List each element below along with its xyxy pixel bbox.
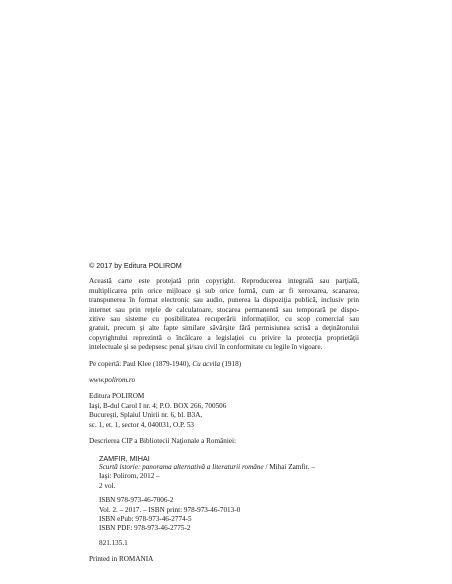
rights-line: internet sau prin reţele de calculatoare, stocarea permanentă sau temporară pe dispo- (89, 305, 359, 314)
publisher-name: Editura POLIROM (89, 392, 145, 401)
cip-volumes: 2 vol. (99, 481, 116, 490)
cip-isbn: ISBN 978-973-46-7006-2 (99, 496, 174, 505)
rights-paragraph (89, 277, 359, 352)
rights-line: intelectuale şi se pedepsesc penal şi/sau civil în conformitate cu legile în vigoare. (89, 343, 323, 352)
rights-line: gratuit, precum şi alte fapte similare săvârşite fără permisiunea scrisă a deţinătorului (89, 324, 359, 333)
cover-credit-prefix: Pe copertă: Paul Klee (1879-1940), (89, 359, 193, 368)
cip-isbn: Vol. 2. – 2017. – ISBN print: 978-973-46-7013-0 (99, 505, 241, 514)
cover-credit (89, 360, 359, 369)
rights-line: copyrightului reprezintă o încălcare a legislaţiei cu privire la protecţia proprietăţii (89, 333, 359, 342)
publisher-address-line: sc. 1, et. 1, sector 4, 040031, O.P. 53 (89, 420, 195, 429)
cover-artwork-title: Cu acvila (192, 359, 221, 368)
publisher-address-line: Iaşi, B-dul Carol I nr. 4; P.O. BOX 266, 700506 (89, 401, 227, 410)
cip-title-rest: / Mihai Zamfir. – (263, 462, 315, 471)
cover-credit-suffix: (1918) (220, 359, 242, 368)
cip-record (89, 454, 359, 549)
cip-isbn: ISBN ePub: 978-973-46-2774-5 (99, 514, 192, 523)
rights-line: transpunerea în format electronic sau audio, punerea la dispoziţia publică, inclusiv prin (89, 296, 359, 305)
publisher-address-line: Bucureşti, Splaiul Unirii nr. 6, bl. B3A, (89, 411, 203, 420)
rights-line: Această carte este protejată prin copyright. Reproducerea integrală sau parţială, (89, 277, 359, 286)
rights-line: multiplicarea prin orice mijloace şi sub orice formă, cum ar fi xeroxarea, scanarea, (89, 286, 359, 295)
cip-author: ZAMFIR, MIHAI (99, 453, 150, 463)
cip-isbn: ISBN PDF: 978-973-46-2775-2 (99, 524, 191, 533)
printed-in: Printed in ROMANIA (89, 555, 154, 564)
cip-imprint: Iaşi: Polirom, 2012 – (99, 472, 160, 481)
publisher-address (89, 392, 359, 430)
cip-title-italic: Scurtă istorie: panorama alternativă a literaturii române (99, 462, 264, 471)
rights-line: zitive sau sisteme cu posibilitatea recuperării informaţiilor, cu scop comercial sau (89, 315, 359, 324)
copyright-page (89, 261, 359, 565)
copyright-notice: © 2017 by Editura POLIROM (89, 261, 182, 270)
cip-classification: 821.135.1 (99, 538, 128, 547)
publisher-website: www.polirom.ro (89, 376, 136, 385)
cip-title (99, 463, 359, 472)
cip-heading: Descrierea CIP a Bibliotecii Naţionale a României: (89, 437, 237, 446)
